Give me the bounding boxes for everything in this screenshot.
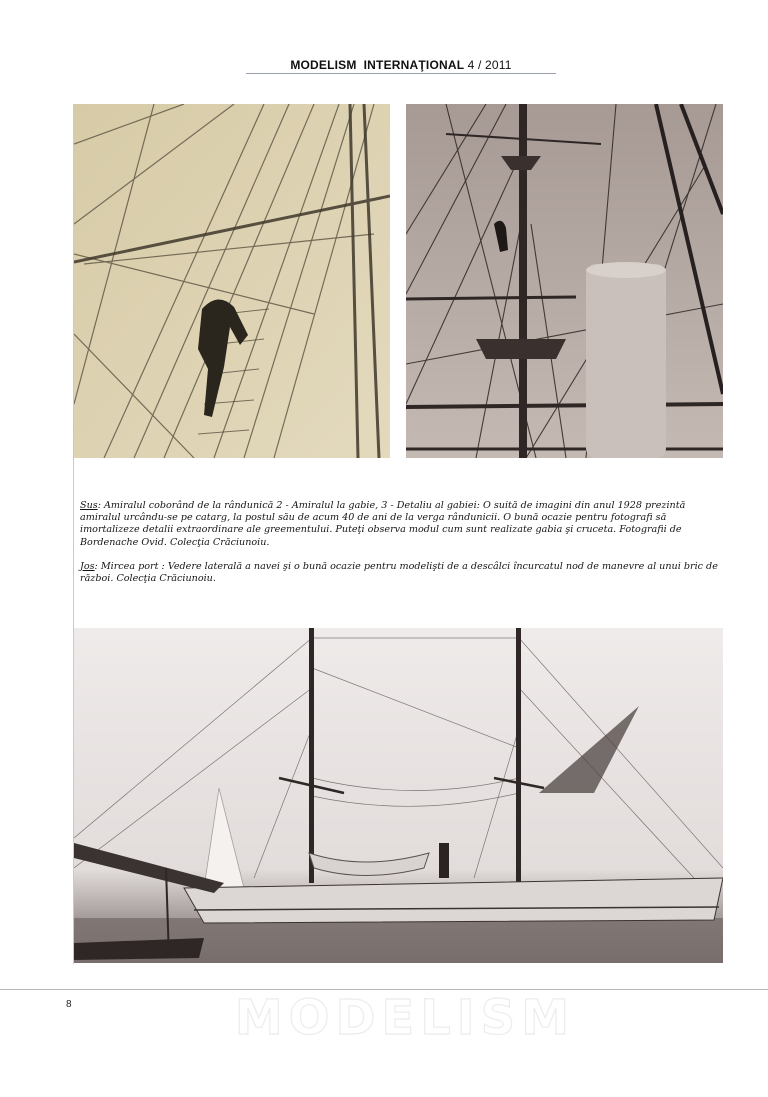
- magazine-title: MODELISM INTERNAŢIONAL: [290, 58, 465, 72]
- issue-number: 4 / 2011: [467, 58, 512, 72]
- caption-text-top: : Amiralul coborând de la rândunică 2 - Amiralul la gabie, 3 - Detaliu al gabiei: O suită de imagini din anul 1928 prezintă amiralul urcându-se pe catarg, la postul său de acum 40 de ani de la verga rândunicii. O bună ocazie pentru fotografi să imortalizeze detalii extraordinare ale greementului. Puteţi observa modul cum sunt realizate gabia şi cruceta. Fotografii de Bordenache Ovid. Colecţia Crăciunoiu.: [80, 500, 686, 548]
- photo-image: [74, 104, 390, 458]
- caption-bottom-photo: [80, 561, 722, 585]
- photo-image: [406, 104, 723, 458]
- caption-top-photos: [80, 500, 722, 549]
- caption-lead-bottom: Jos: [80, 561, 95, 572]
- page-number: 8: [66, 999, 72, 1010]
- photo-mast-and-crosstrees: [406, 104, 723, 458]
- watermark-logo: MODELISM: [235, 990, 575, 1046]
- caption-text-bottom: : Mircea port : Vedere laterală a navei şi o bună ocazie pentru modelişti de a descâlci încurcatul nod de manevre al unui bric de război. Colecţia Crăciunoiu.: [80, 561, 718, 585]
- running-header: [246, 58, 556, 72]
- photo-image: [74, 628, 723, 963]
- photo-admiral-on-ratlines: [74, 104, 390, 458]
- header-divider: [246, 73, 556, 74]
- photo-brig-mircea-in-port: [74, 628, 723, 963]
- caption-lead-top: Sus: [80, 500, 98, 511]
